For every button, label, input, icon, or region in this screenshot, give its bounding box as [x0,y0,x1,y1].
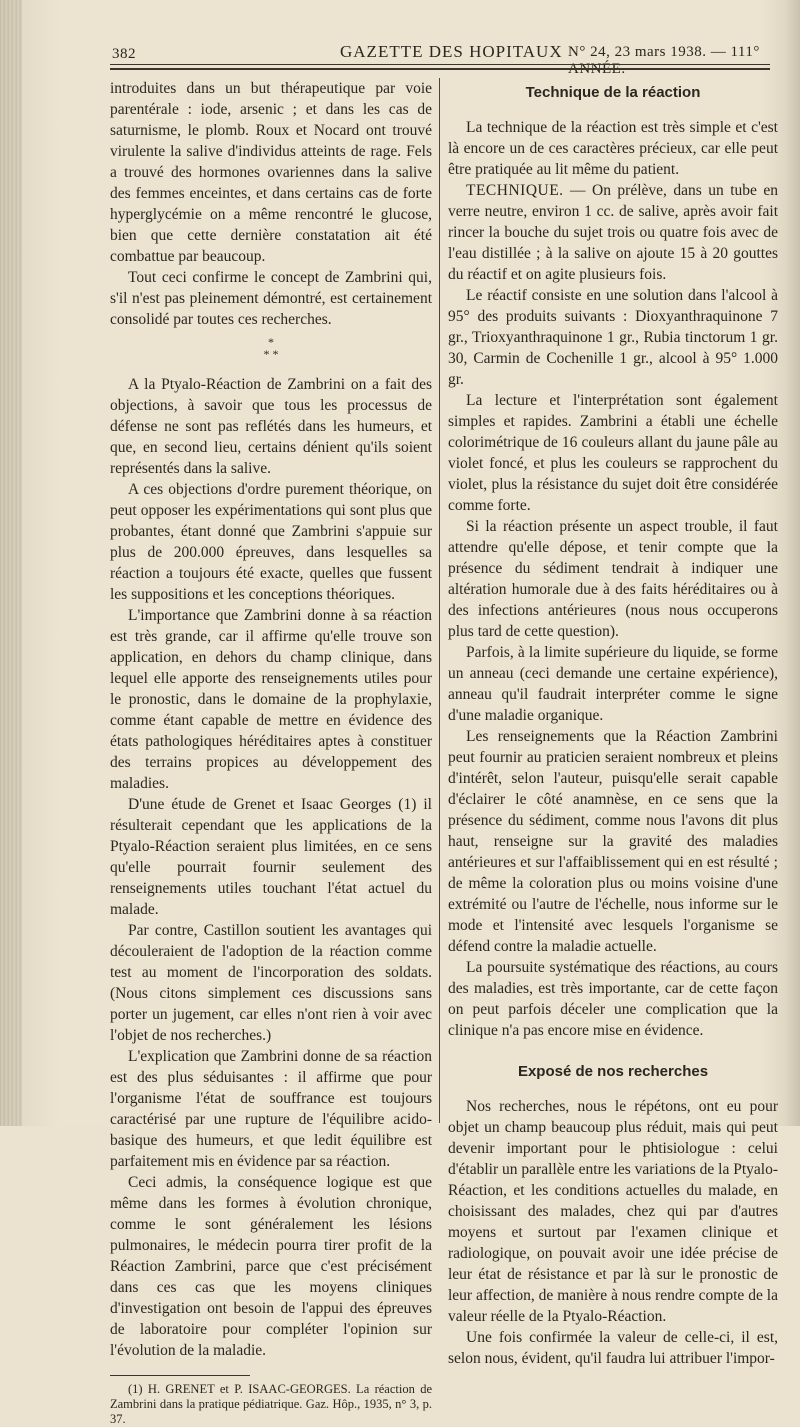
paragraph: Ceci admis, la conséquence logique est que même dans les formes à évolution chronique, comme le sont généralement les lésions pulmonaires, le médecin pourra tirer profit de la Réaction Zambrini, parce que c'est précisément dans ces cas que les moyens cliniques d'investigation ont besoin de l'appui des épreuves de laboratoire pour compléter l'opinion sur l'évolution de la maladie. [110,1174,432,1359]
paragraph: Tout ceci confirme le concept de Zambrini qui, s'il n'est pas pleinement démontré, est certainement consolidé par toutes ces recherches. [110,269,432,328]
technique-text: — On prélève, dans un tube en verre neutre, environ 1 cc. de salive, après avoir fait rincer la bouche du sujet trois ou quatre fois avec de l'eau distillée ; à la salive on ajoute 15 à 20 gouttes du réactif et on agite plusieurs fois. [448,182,778,283]
left-column [110,78,432,1427]
issue-date: N° 24, 23 mars 1938. — 111° ANNÉE. [568,44,760,77]
page-number: 382 [112,46,136,62]
star-top: * [268,335,274,349]
section-title-technique: Technique de la réaction [525,84,701,101]
paragraph: Si la réaction présente un aspect trouble, il faut attendre qu'elle dépose, et tenir compte que la présence du sédiment tendrait à indiquer une altération humorale due à des faits héréditaires ou à des infections antérieures (nous nous occuperons plus tard de cette question). [448,518,778,640]
paragraph: Par contre, Castillon soutient les avantages qui découleraient de l'adoption de la réaction comme test au moment de l'incorporation des soldats. (Nous citons simplement ces discussions sans porter un jugement, car elles n'ont rien à voir avec l'objet de nos recherches.) [110,922,432,1044]
binding-edge [0,0,22,1126]
paragraph: Les renseignements que la Réaction Zambrini peut fournir au praticien seraient nombreux et pleins d'intérêt, selon l'auteur, puisqu'elle serait capable d'éclairer le côté anamnèse, en ce sens que la présence du sédiment, comme nous l'avons dit plus haut, renseigne sur la gravité des maladies antérieures et sur l'affaiblissement qui en est résulté ; de même la coloration plus ou moins voisine d'une extrémité ou l'autre de l'échelle, nous informe sur le mode et l'intensité avec lesquels l'organisme se défend contre la maladie actuelle. [448,728,778,955]
journal-title: GAZETTE DES HOPITAUX [340,42,563,61]
paragraph: Parfois, à la limite supérieure du liquide, se forme un anneau (ceci demande une certaine expérience), anneau qu'il faudrait interpréter comme le signe d'une maladie organique. [448,644,778,724]
paragraph: D'une étude de Grenet et Isaac Georges (1) il résulterait cependant que les applications de la Ptyalo-Réaction seraient plus limitées, en ce sens qu'elle pourrait fournir seulement des renseignements utiles touchant l'état actuel du malade. [110,796,432,918]
footnote: (1) H. GRENET et P. ISAAC-GEORGES. La réaction de Zambrini dans la pratique pédiatrique. Gaz. Hôp., 1935, n° 3, p. 37. [110,1382,432,1426]
paragraph-technique [448,180,778,285]
star-bottom: * * [263,347,279,361]
paragraph: Une fois confirmée la valeur de celle-ci, il est, selon nous, évident, qu'il faudra lui attribuer l'impor- [448,1329,778,1367]
paragraph: Le réactif consiste en une solution dans l'alcool à 95° des produits suivants : Dioxyanthraquinone 7 gr., Trioxyanthraquinone 1 gr., Rubia tinctorum 1 gr. 30, Carmin de Cochenille 1 gr., alcool à 95° 1.000 gr. [448,287,778,388]
paragraph: La poursuite systématique des réactions, au cours des maladies, est très importante, car de cette façon on peut parfois déceler une complication que la clinique n'a pas encore mise en évidence. [448,959,778,1039]
technique-label: TECHNIQUE. [466,182,564,199]
section-title-recherches: Exposé de nos recherches [517,1063,709,1080]
paragraph: introduites dans un but thérapeutique par voie parentérale : iode, arsenic ; et dans les cas de saturnisme, le plomb. Roux et Nocard ont trouvé virulente la salive d'individus atteints de rage. Fels a trouvé des hormones ovariennes dans la salive des femmes enceintes, et dans certains cas de forte hyperglycémie on a même rencontré le glucose, bien que cette dernière constatation ait été combattue par beaucoup. [110,80,432,265]
paragraph: L'importance que Zambrini donne à sa réaction est très grande, car il affirme qu'elle trouve son application, en dehors du champ clinique, dans lequel elle apporte des renseignements utiles pour le pronostic, dans le domaine de la prophylaxie, comme étant capable de mettre en évidence des états pathologiques héréditaires aptes à constituer des terrains propices au développement des maladies. [110,607,432,792]
page-header [90,40,770,77]
paragraph: A la Ptyalo-Réaction de Zambrini on a fait des objections, à savoir que tous les processus de défense ne sont pas reflétés dans les humeurs, et que, en second lieu, certains dénient qu'ils soient représentés dans la salive. [110,376,432,477]
section-divider-stars [110,336,432,360]
paragraph: A ces objections d'ordre purement théorique, on peut opposer les expérimentations qui sont plus que probantes, étant donné que Zambrini s'appuie sur plus de 200.000 épreuves, dans lesquelles sa réaction a toujours été exacte, quelles que fussent les suppositions et les conceptions théoriques. [110,481,432,603]
right-column [448,78,778,1369]
column-divider [439,78,440,1123]
header-rule-thick [110,68,770,70]
paragraph: L'explication que Zambrini donne de sa réaction est des plus séduisantes : il affirme que pour l'organisme l'état de souffrance est toujours caractérisé par une rupture de l'équilibre acido-basique des humeurs, et que ledit équilibre est parfaitement mis en évidence par sa réaction. [110,1048,432,1170]
paragraph: La technique de la réaction est très simple et c'est là encore un de ces caractères précieux, car elle peut être pratiquée au lit même du patient. [448,119,778,178]
footnote-rule [110,1375,250,1376]
header-rule-thin [110,64,770,65]
paragraph: Nos recherches, nous le répétons, ont eu pour objet un champ beaucoup plus réduit, mais qui peut devenir important pour le phtisiologue : celui d'établir un parallèle entre les variations de la Ptyalo-Réaction, et les conditions actuelles du malade, en choisissant des malades, chez qui par d'autres moyens et surtout par l'examen clinique et radiologique, on pouvait avoir une idée précise de leur état de résistance et par là sur le pronostic de leur affection, de manière à nous rendre compte de la valeur réelle de la Ptyalo-Réaction. [448,1098,778,1325]
paragraph: La lecture et l'interprétation sont également simples et rapides. Zambrini a établi une échelle colorimétrique de 16 couleurs allant du jaune pâle au violet foncé, et plus les couleurs se rapprochent du violet, plus la résistance du sujet doit être considérée comme forte. [448,392,778,514]
